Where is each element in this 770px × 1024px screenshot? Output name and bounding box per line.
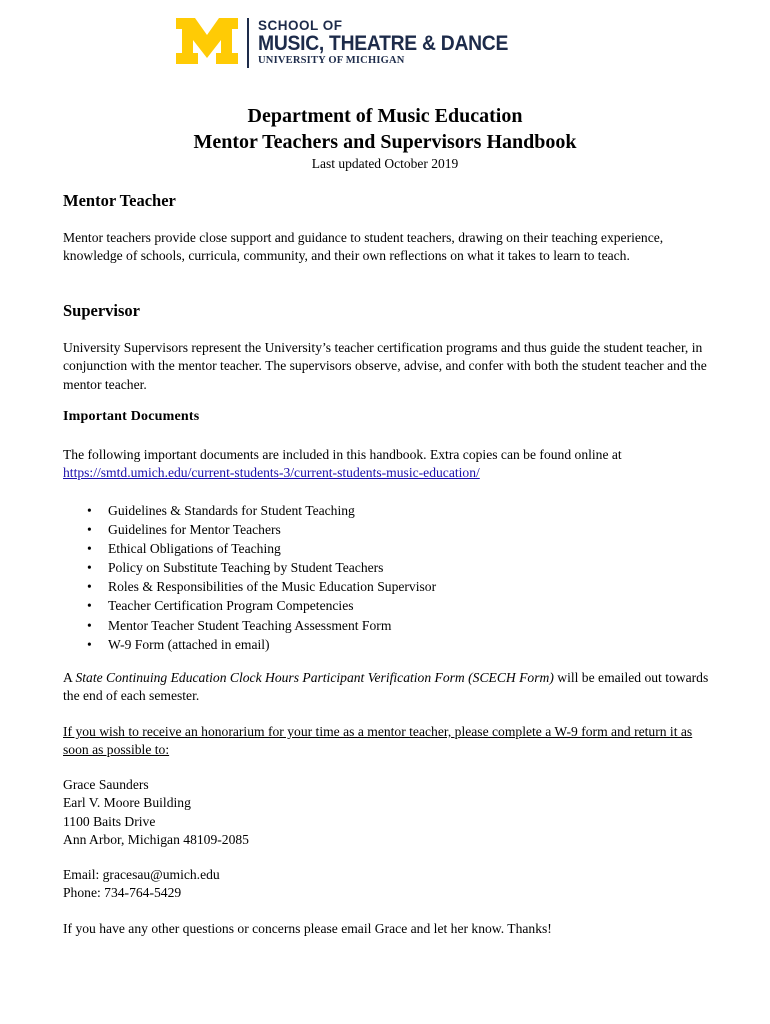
list-item [63,635,663,654]
last-updated: Last updated October 2019 [311,156,459,171]
bullet-icon: • [87,636,92,652]
contact-address [63,776,463,850]
list-item [63,577,663,596]
list-item-label: Guidelines for Mentor Teachers [108,522,281,538]
list-item-label: W-9 Form (attached in email) [108,636,270,652]
supervisor-text: University Supervisors represent the University’s teacher certification programs and thus guide the student teacher, in conjunction with the mentor teacher. The supervisors observe, advise, and confer with both the student teacher and the mentor teacher. [63,340,707,392]
list-item-label: Guidelines & Standards for Student Teaching [108,503,355,518]
contact-street: 1100 Baits Drive [63,813,156,829]
list-item [63,520,663,539]
closing-text: If you have any other questions or concerns please email Grace and let her know. Thanks! [63,921,552,936]
documents-list [63,501,663,654]
honorarium-notice: If you wish to receive an honorarium for your time as a mentor teacher, please complete a W-9 form and return it as soon as possible to: [63,724,693,758]
bullet-icon: • [87,503,92,518]
contact-building: Earl V. Moore Building [63,795,191,811]
bullet-icon: • [87,598,92,614]
bullet-icon: • [87,617,92,633]
handbook-title: Mentor Teachers and Supervisors Handbook [193,131,577,153]
list-item-label: Mentor Teacher Student Teaching Assessment Form [108,617,392,633]
scech-prefix: A [63,670,76,685]
scech-form-name: State Continuing Education Clock Hours Participant Verification Form (SCECH Form) [75,670,554,685]
bullet-icon: • [87,522,92,538]
logo-school-of: SCHOOL OF [258,18,343,33]
documents-intro [63,446,713,483]
list-item-label: Policy on Substitute Teaching by Student Teachers [108,560,384,576]
logo-university: UNIVERSITY OF MICHIGAN [258,55,405,66]
block-m-logo-icon [176,18,238,64]
bullet-icon: • [87,579,92,595]
important-documents-heading: Important Documents [63,409,200,424]
department-title: Department of Music Education [247,105,523,127]
bullet-icon: • [87,541,92,557]
contact-details [63,866,463,903]
list-item [63,616,663,635]
bullet-icon: • [87,560,92,576]
list-item-label: Roles & Responsibilities of the Music Education Supervisor [108,579,437,595]
contact-phone: Phone: 734-764-5429 [63,885,182,901]
list-item [63,558,663,577]
list-item [63,539,663,558]
documents-link[interactable]: https://smtd.umich.edu/current-students-3/current-students-music-education/ [63,465,480,481]
scech-notice [63,669,713,706]
contact-email: Email: gracesau@umich.edu [63,867,220,882]
scech-suffix: will be emailed out towards the end of each semester. [63,670,709,704]
mentor-teacher-text: Mentor teachers provide close support and guidance to student teachers, drawing on their teaching experience, knowledge of schools, curricula, community, and their own reflections on what it takes to learn to teach. [63,230,664,264]
mentor-teacher-heading: Mentor Teacher [63,191,176,210]
school-logo [176,18,530,68]
logo-school-name: MUSIC, THEATRE & DANCE [258,32,509,55]
list-item-label: Teacher Certification Program Competencies [108,598,354,614]
list-item [63,501,663,520]
list-item [63,596,663,615]
logo-divider [247,18,249,68]
documents-intro-text: The following important documents are included in this handbook. Extra copies can be found online at [63,447,622,462]
contact-city: Ann Arbor, Michigan 48109-2085 [63,832,249,848]
logo-wordmark [258,18,530,67]
contact-name: Grace Saunders [63,777,149,792]
supervisor-heading: Supervisor [63,301,141,320]
list-item-label: Ethical Obligations of Teaching [108,541,281,557]
